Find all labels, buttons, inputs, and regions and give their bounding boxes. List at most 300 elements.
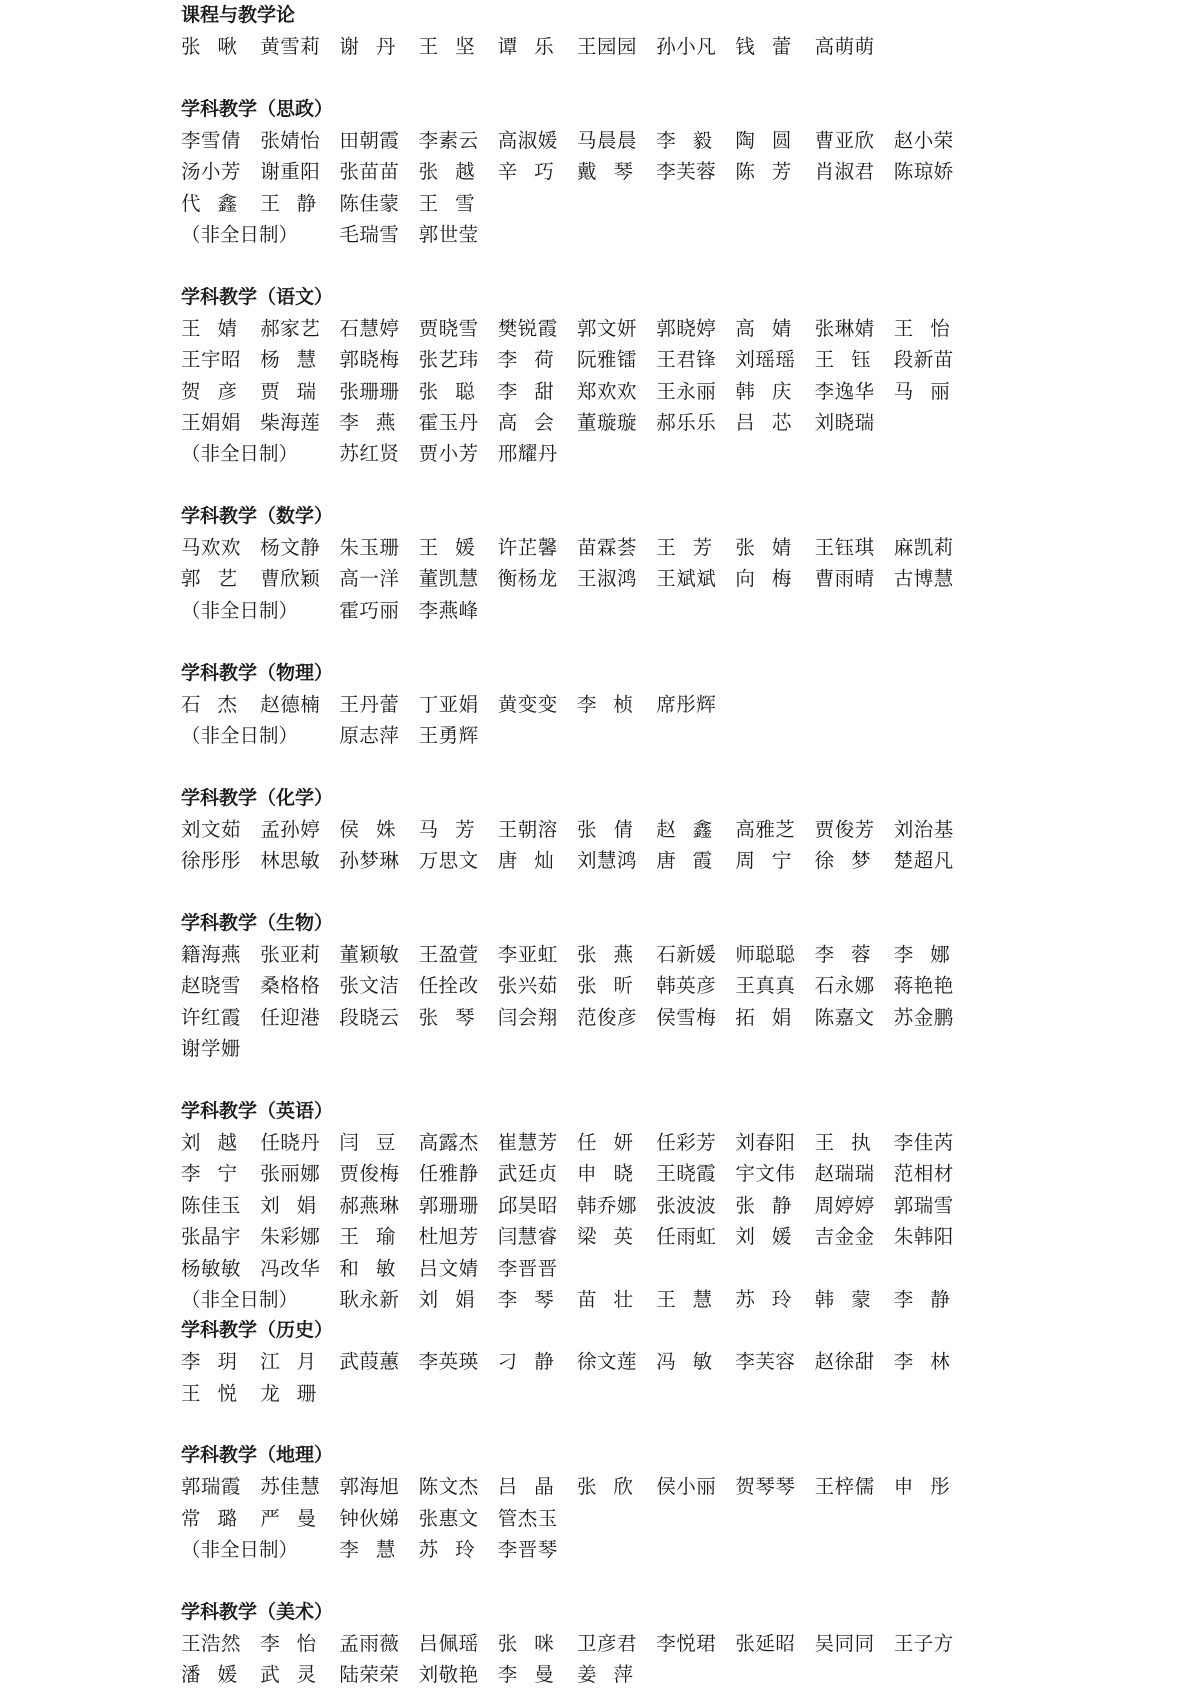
student-name: 刘春阳 (735, 1130, 796, 1154)
student-name: 王勇辉 (418, 724, 479, 748)
section (181, 908, 1141, 1065)
name-row (181, 939, 1141, 970)
student-name: 李悦珺 (656, 1632, 717, 1656)
student-name: 任晓丹 (260, 1130, 321, 1154)
student-name: 陈佳蒙 (339, 191, 400, 215)
student-name: 张珊珊 (339, 379, 400, 403)
student-name: 张延昭 (735, 1632, 796, 1656)
section (181, 1096, 1141, 1315)
student-name: 高雅芝 (735, 817, 796, 841)
student-name: 吕 芯 (735, 410, 792, 434)
student-name: 江 月 (260, 1350, 317, 1374)
section-title: 学科教学（历史） (181, 1319, 334, 1342)
name-row (181, 1002, 1141, 1033)
student-name: 陈佳玉 (181, 1193, 242, 1217)
student-name: 李素云 (418, 128, 479, 152)
student-name: 汤小芳 (181, 160, 242, 184)
student-name: 李 毅 (656, 128, 713, 152)
name-row (181, 689, 1141, 720)
student-name: 王 婧 (181, 316, 237, 340)
name-row (181, 156, 1141, 187)
student-name: 苏红贤 (339, 442, 400, 466)
student-name: 钟伙娣 (339, 1506, 400, 1530)
student-name: 刘治基 (893, 817, 954, 841)
student-name: 李芙蓉 (656, 160, 717, 184)
student-name: 王 坚 (418, 35, 475, 58)
student-name: 赵晓雪 (181, 974, 242, 998)
student-name: 高萌萌 (814, 35, 875, 58)
student-name: 张文洁 (339, 974, 400, 998)
student-name: 张 聪 (418, 379, 475, 403)
student-name: 郑欢欢 (577, 379, 638, 403)
student-name: 王朝溶 (497, 817, 558, 841)
section-title: 学科教学（生物） (181, 911, 334, 934)
section (181, 94, 1141, 251)
student-name: 万思文 (418, 849, 479, 873)
student-name: 李英瑛 (418, 1350, 479, 1374)
section-title: 学科教学（英语） (181, 1099, 334, 1122)
student-name: 张惠文 (418, 1506, 479, 1530)
student-name: 毛瑞雪 (339, 222, 400, 246)
student-name: 王晓霞 (656, 1162, 717, 1186)
student-name: 高露杰 (418, 1130, 479, 1154)
student-name: 徐彤彤 (181, 849, 242, 873)
name-row (181, 970, 1141, 1001)
student-name: 李 静 (893, 1287, 950, 1311)
student-name: 麻凯莉 (893, 536, 954, 560)
name-row (181, 1628, 1141, 1659)
student-name: 刘慧鸿 (577, 849, 638, 873)
student-name: 张苗苗 (339, 160, 400, 184)
student-name: 吕文婧 (418, 1256, 479, 1280)
student-name: 宇文伟 (735, 1162, 796, 1186)
student-name: 苏金鹏 (893, 1005, 954, 1029)
student-name: 许芷馨 (497, 536, 558, 560)
student-name: 郝燕琳 (339, 1193, 400, 1217)
student-name: 任彩芳 (656, 1130, 717, 1154)
student-name: 董颖敏 (339, 942, 400, 966)
student-name: 田朝霞 (339, 128, 400, 152)
section-title: 学科教学（化学） (181, 786, 334, 809)
student-name: 段新苗 (893, 348, 954, 372)
student-name: 王 雪 (418, 191, 475, 215)
student-name: 郭珊珊 (418, 1193, 479, 1217)
student-name: 梁 英 (577, 1225, 633, 1249)
student-name: 贺 彦 (181, 379, 237, 403)
student-name: 黄变变 (497, 692, 558, 716)
name-row (181, 1659, 1141, 1690)
student-name: 韩英彦 (656, 974, 717, 998)
part-time-row (181, 1534, 1141, 1565)
student-name: 徐文莲 (577, 1350, 638, 1374)
student-name: 管杰玉 (497, 1506, 558, 1530)
section (181, 1315, 1141, 1409)
part-time-row (181, 720, 1141, 751)
student-name: 王真真 (735, 974, 796, 998)
student-name: 卫彦君 (577, 1632, 638, 1656)
student-name: 武葭蕙 (339, 1350, 400, 1374)
student-name: 谭 乐 (497, 35, 554, 58)
student-name: 谢学姗 (181, 1037, 242, 1061)
student-name: 杨文静 (260, 536, 321, 560)
part-time-label: （非全日制） (181, 222, 299, 246)
student-name: 蒋艳艳 (893, 974, 954, 998)
student-name: 石慧婷 (339, 316, 400, 340)
student-name: 刘 媛 (735, 1225, 792, 1249)
student-name: 阮雅镭 (577, 348, 638, 372)
name-row (181, 1471, 1141, 1502)
student-name: 邱昊昭 (497, 1193, 558, 1217)
student-name: 曹亚欣 (814, 128, 875, 152)
section-spacer (181, 1409, 1141, 1440)
student-name: 张亚莉 (260, 942, 321, 966)
student-name: 李晋琴 (497, 1538, 558, 1562)
name-row (181, 1503, 1141, 1534)
student-name: 王 怡 (893, 316, 950, 340)
student-name: 苗霖荟 (577, 536, 638, 560)
student-name: 和 敏 (339, 1256, 396, 1280)
student-name: 吴同同 (814, 1632, 875, 1656)
student-name: 冯改华 (260, 1256, 321, 1280)
student-name: 常 璐 (181, 1506, 237, 1530)
student-name: 王子方 (893, 1632, 954, 1656)
student-name: 赵徐甜 (814, 1350, 875, 1374)
student-name: 郭晓梅 (339, 348, 400, 372)
name-row (181, 1127, 1141, 1158)
student-name: 任雅静 (418, 1162, 479, 1186)
student-name: 郝家艺 (260, 316, 321, 340)
student-name: 高一洋 (339, 567, 400, 591)
student-name: 张 燕 (577, 942, 633, 966)
section-spacer (181, 470, 1141, 501)
student-name: 郝乐乐 (656, 410, 717, 434)
name-row (181, 1221, 1141, 1252)
student-name: 冯 敏 (656, 1350, 713, 1374)
student-name: 李 桢 (577, 692, 633, 716)
student-name: 刘 娟 (260, 1193, 317, 1217)
student-name: 霍玉丹 (418, 410, 479, 434)
name-row (181, 532, 1141, 563)
section (181, 658, 1141, 752)
student-name: 曹欣颖 (260, 567, 321, 591)
student-name: 朱彩娜 (260, 1225, 321, 1249)
student-name: 朱韩阳 (893, 1225, 954, 1249)
section (181, 1440, 1141, 1565)
student-name: 郭文妍 (577, 316, 638, 340)
student-name: 王 执 (814, 1130, 871, 1154)
student-name: 张 琴 (418, 1005, 475, 1029)
student-name: 闫慧睿 (497, 1225, 558, 1249)
student-name: 马 芳 (418, 817, 475, 841)
student-name: 王 芳 (656, 536, 713, 560)
student-name: 刁 静 (497, 1350, 554, 1374)
student-name: 李亚虹 (497, 942, 558, 966)
name-row (181, 313, 1141, 344)
student-name: 贾 瑞 (260, 379, 317, 403)
student-name: 韩 庆 (735, 379, 792, 403)
student-name: 张 欣 (577, 1475, 633, 1499)
section-spacer (181, 1065, 1141, 1096)
student-name: 李 玥 (181, 1350, 237, 1374)
student-name: 李 慧 (339, 1538, 396, 1562)
student-name: 侯 姝 (339, 817, 396, 841)
name-row (181, 125, 1141, 156)
name-row (181, 188, 1141, 219)
name-row (181, 31, 1141, 62)
student-name: 陶 圆 (735, 128, 792, 152)
student-name: 武 灵 (260, 1663, 317, 1687)
part-time-label: （非全日制） (181, 1538, 299, 1562)
student-name: 古博慧 (893, 567, 954, 591)
section (181, 1597, 1141, 1691)
student-name: 楚超凡 (893, 849, 954, 873)
student-name: 高 会 (497, 410, 554, 434)
student-name: 赵德楠 (260, 692, 321, 716)
student-name: 张 倩 (577, 817, 633, 841)
student-name: 李 宁 (181, 1162, 237, 1186)
section-title: 学科教学（地理） (181, 1444, 334, 1467)
student-name: 师聪聪 (735, 942, 796, 966)
student-name: 李 琴 (497, 1287, 554, 1311)
name-row (181, 376, 1141, 407)
student-name: 范相材 (893, 1162, 954, 1186)
student-name: 李 林 (893, 1350, 950, 1374)
student-name: 苏 玲 (418, 1538, 475, 1562)
student-name: 唐 灿 (497, 849, 554, 873)
student-name: 吉金金 (814, 1225, 875, 1249)
part-time-row (181, 438, 1141, 469)
student-name: 耿永新 (339, 1287, 400, 1311)
student-name: 贾俊芳 (814, 817, 875, 841)
section-spacer (181, 877, 1141, 908)
section-title: 学科教学（语文） (181, 285, 334, 308)
section (181, 0, 1141, 62)
student-name: 柴海莲 (260, 410, 321, 434)
section-title: 学科教学（思政） (181, 97, 334, 120)
student-name: 郭瑞霞 (181, 1475, 242, 1499)
part-time-label: （非全日制） (181, 724, 299, 748)
student-name: 王斌斌 (656, 567, 717, 591)
student-name: 韩 蒙 (814, 1287, 871, 1311)
student-name: 杨敏敏 (181, 1256, 242, 1280)
student-name: 苏 玲 (735, 1287, 792, 1311)
student-name: 张艺玮 (418, 348, 479, 372)
student-name: 李芙容 (735, 1350, 796, 1374)
student-name: 杜旭芳 (418, 1225, 479, 1249)
student-name: 唐 霞 (656, 849, 713, 873)
student-name: 戴 琴 (577, 160, 633, 184)
student-name: 李 娜 (893, 942, 950, 966)
student-name: 陈嘉文 (814, 1005, 875, 1029)
name-row (181, 1253, 1141, 1284)
student-name: 王 媛 (418, 536, 475, 560)
student-name: 拓 娟 (735, 1005, 792, 1029)
part-time-label: （非全日制） (181, 1287, 299, 1311)
student-name: 赵瑞瑞 (814, 1162, 875, 1186)
student-name: 樊锐霞 (497, 316, 558, 340)
student-name: 李佳芮 (893, 1130, 954, 1154)
student-name: 孟雨薇 (339, 1632, 400, 1656)
student-name: 严 曼 (260, 1506, 317, 1530)
student-name: 潘 媛 (181, 1663, 237, 1687)
student-name: 姜 萍 (577, 1663, 633, 1687)
student-name: 吕 晶 (497, 1475, 554, 1499)
student-name: 陆荣荣 (339, 1663, 400, 1687)
student-name: 王永丽 (656, 379, 717, 403)
student-name: 郭晓婷 (656, 316, 717, 340)
part-time-label: （非全日制） (181, 442, 299, 466)
student-name: 董凯慧 (418, 567, 479, 591)
part-time-row (181, 595, 1141, 626)
student-name: 贾俊梅 (339, 1162, 400, 1186)
student-name: 李 燕 (339, 410, 396, 434)
student-name: 贾晓雪 (418, 316, 479, 340)
student-name: 石 杰 (181, 692, 237, 716)
student-name: 王宇昭 (181, 348, 242, 372)
student-name: 刘文茹 (181, 817, 242, 841)
student-name: 侯小丽 (656, 1475, 717, 1499)
student-name: 李 曼 (497, 1663, 554, 1687)
student-name: 王 慧 (656, 1287, 713, 1311)
student-name: 董璇璇 (577, 410, 638, 434)
student-name: 任雨虹 (656, 1225, 717, 1249)
student-name: 贺琴琴 (735, 1475, 796, 1499)
name-row (181, 1346, 1141, 1377)
student-name: 王丹蕾 (339, 692, 400, 716)
name-row (181, 814, 1141, 845)
name-row (181, 344, 1141, 375)
student-name: 范俊彦 (577, 1005, 638, 1029)
student-name: 张婧怡 (260, 128, 321, 152)
student-name: 陈琼娇 (893, 160, 954, 184)
student-name: 苏佳慧 (260, 1475, 321, 1499)
part-time-row (181, 1284, 1141, 1315)
student-name: 郭 艺 (181, 567, 237, 591)
student-name: 王 瑜 (339, 1225, 396, 1249)
student-name: 苗 壮 (577, 1287, 633, 1311)
name-row (181, 1378, 1141, 1409)
student-name: 钱 蕾 (735, 35, 792, 58)
student-name: 孙梦琳 (339, 849, 400, 873)
student-name: 刘瑶瑶 (735, 348, 796, 372)
student-name: 邢耀丹 (497, 442, 558, 466)
student-name: 申 彤 (893, 1475, 950, 1499)
student-name: 王 钰 (814, 348, 871, 372)
name-row (181, 1158, 1141, 1189)
student-name: 向 梅 (735, 567, 792, 591)
student-name: 郭世莹 (418, 222, 479, 246)
student-name: 任迎港 (260, 1005, 321, 1029)
student-name: 籍海燕 (181, 942, 242, 966)
section-spacer (181, 1566, 1141, 1597)
name-row (181, 407, 1141, 438)
student-name: 陈文杰 (418, 1475, 479, 1499)
student-name: 杨 慧 (260, 348, 317, 372)
section-spacer (181, 751, 1141, 782)
student-name: 石新媛 (656, 942, 717, 966)
section (181, 501, 1141, 626)
student-name: 徐 梦 (814, 849, 871, 873)
student-name: 谢 丹 (339, 35, 396, 58)
student-name: 闫 豆 (339, 1130, 396, 1154)
name-row (181, 845, 1141, 876)
student-name: 马 丽 (893, 379, 950, 403)
student-name: 孟孙婷 (260, 817, 321, 841)
student-name: 李 蓉 (814, 942, 871, 966)
document-body (181, 0, 1141, 1691)
student-name: 张晶宇 (181, 1225, 242, 1249)
student-name: 侯雪梅 (656, 1005, 717, 1029)
student-name: 辛 巧 (497, 160, 554, 184)
section (181, 783, 1141, 877)
student-name: 桑格格 (260, 974, 321, 998)
student-name: 张波波 (656, 1193, 717, 1217)
student-name: 贾小芳 (418, 442, 479, 466)
student-name: 任 妍 (577, 1130, 633, 1154)
student-name: 龙 珊 (260, 1381, 317, 1405)
student-name: 马欢欢 (181, 536, 242, 560)
student-name: 代 鑫 (181, 191, 237, 215)
part-time-row (181, 219, 1141, 250)
section-title: 课程与教学论 (181, 4, 296, 26)
name-row (181, 1190, 1141, 1221)
student-name: 张 咪 (497, 1632, 554, 1656)
student-name: 李 怡 (260, 1632, 317, 1656)
student-name: 韩乔娜 (577, 1193, 638, 1217)
student-name: 赵 鑫 (656, 817, 713, 841)
student-name: 段晓云 (339, 1005, 400, 1029)
student-name: 郭海旭 (339, 1475, 400, 1499)
student-name: 马晨晨 (577, 128, 638, 152)
student-name: 石永娜 (814, 974, 875, 998)
student-name: 张 越 (418, 160, 475, 184)
student-name: 刘 娟 (418, 1287, 475, 1311)
section-title: 学科教学（美术） (181, 1601, 334, 1624)
section-spacer (181, 626, 1141, 657)
student-name: 吕佩瑶 (418, 1632, 479, 1656)
student-name: 王君锋 (656, 348, 717, 372)
student-name: 张 昕 (577, 974, 633, 998)
student-name: 张 婧 (735, 536, 792, 560)
student-name: 刘 越 (181, 1130, 237, 1154)
student-name: 高淑媛 (497, 128, 558, 152)
student-name: 武廷贞 (497, 1162, 558, 1186)
student-name: 张丽娜 (260, 1162, 321, 1186)
student-name: 赵小荣 (893, 128, 954, 152)
student-name: 张琳婧 (814, 316, 875, 340)
student-name: 肖淑君 (814, 160, 875, 184)
section-spacer (181, 62, 1141, 93)
student-name: 黄雪莉 (260, 35, 321, 58)
student-name: 李雪倩 (181, 128, 242, 152)
student-name: 林思敏 (260, 849, 321, 873)
part-time-label: （非全日制） (181, 598, 299, 622)
student-name: 丁亚娟 (418, 692, 479, 716)
student-name: 原志萍 (339, 724, 400, 748)
name-row (181, 1033, 1141, 1064)
section-spacer (181, 250, 1141, 281)
student-name: 王浩然 (181, 1632, 242, 1656)
student-name: 曹雨晴 (814, 567, 875, 591)
section-title: 学科教学（物理） (181, 661, 334, 684)
student-name: 崔慧芳 (497, 1130, 558, 1154)
student-name: 朱玉珊 (339, 536, 400, 560)
student-name: 谢重阳 (260, 160, 321, 184)
student-name: 霍巧丽 (339, 598, 400, 622)
student-name: 王园园 (577, 35, 638, 58)
student-name: 张 啾 (181, 35, 237, 58)
student-name: 张兴茹 (497, 974, 558, 998)
